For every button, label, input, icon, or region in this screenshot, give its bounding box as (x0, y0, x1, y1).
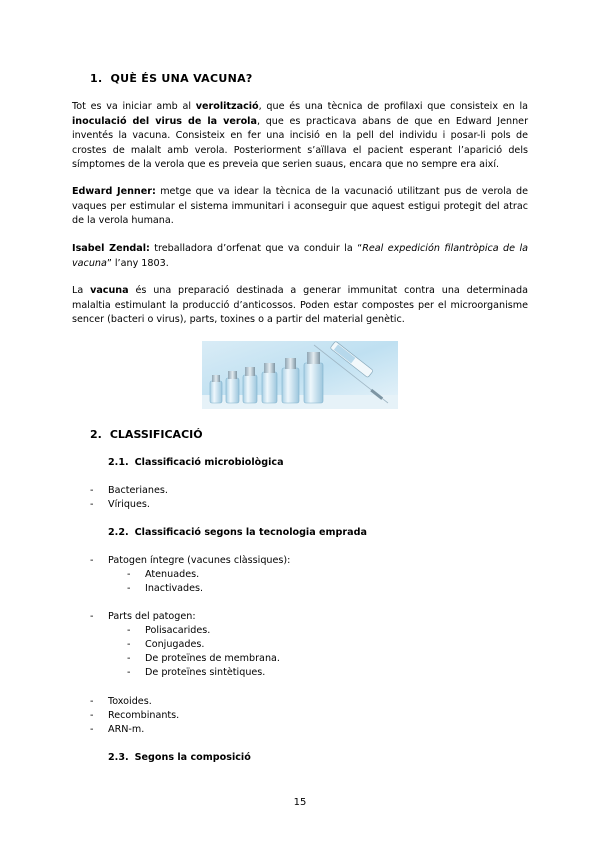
paragraph-verolitzacio (72, 100, 528, 173)
vial-3 (243, 367, 257, 403)
para3-text-1: treballadora d’orfenat que va conduir la “ (149, 243, 363, 254)
para4-text-1: La (72, 285, 91, 296)
list-item-text: Patogen íntegre (vacunes clàssiques): (108, 555, 291, 566)
list-item-text: ARN-m. (108, 724, 145, 735)
section-2-title: CLASSIFICACIÓ (109, 428, 203, 441)
section-1-title: QUÈ ÉS UNA VACUNA? (110, 72, 253, 85)
page-number: 15 (293, 797, 307, 808)
sub-list-item (127, 667, 266, 679)
paragraph-vacuna-definition (72, 284, 528, 328)
list-dash: - (90, 611, 94, 622)
section-2-heading (90, 428, 203, 441)
list-item-text: Parts del patogen: (108, 611, 196, 622)
list-item-text: Bacterianes. (108, 485, 168, 496)
list-item (90, 724, 145, 736)
list-item-text: Inactivades. (145, 583, 204, 594)
subsection-2-2-heading (108, 527, 367, 538)
para3-italic-1: Real expedición filantròpica de la vacuna (72, 243, 528, 269)
list-dash: - (127, 583, 131, 594)
section-1-heading (90, 72, 253, 85)
list-item-text: De proteïnes de membrana. (145, 653, 280, 664)
list-dash: - (90, 696, 94, 707)
list-item (90, 611, 196, 623)
list-item (90, 696, 152, 708)
sub-list-item (127, 639, 205, 651)
subsection-2-1-number: 2.1. (108, 457, 129, 468)
list-item (90, 555, 291, 567)
subsection-2-3-number: 2.3. (108, 752, 129, 763)
vaccine-vials-illustration (202, 341, 398, 409)
subsection-2-1-title: Classificació microbiològica (134, 457, 284, 468)
list-item-text: Atenuades. (145, 569, 200, 580)
subsection-2-2-title: Classificació segons la tecnologia emprada (134, 527, 367, 538)
para4-bold-1: vacuna (90, 285, 129, 296)
list-dash: - (90, 499, 94, 510)
list-dash: - (127, 569, 131, 580)
list-item (90, 485, 168, 497)
list-dash: - (90, 485, 94, 496)
para1-text-2: , que és una tècnica de profilaxi que consisteix en la (258, 101, 528, 112)
para3-bold-1: Isabel Zendal: (72, 243, 150, 254)
sub-list-item (127, 569, 200, 581)
list-dash: - (90, 724, 94, 735)
para3-text-2: ” l’any 1803. (106, 257, 169, 269)
paragraph-edward-jenner (72, 185, 528, 229)
paragraph-isabel-zendal (72, 242, 528, 271)
list-dash: - (127, 625, 131, 636)
list-dash: - (127, 653, 131, 664)
para2-bold-1: Edward Jenner: (72, 186, 156, 197)
para1-text-1: Tot es va iniciar amb al (72, 101, 196, 112)
list-item-text: Conjugades. (145, 639, 205, 650)
list-item (90, 710, 180, 722)
list-item-text: Toxoides. (108, 696, 152, 707)
section-2-number: 2. (90, 428, 102, 441)
list-dash: - (90, 555, 94, 566)
sub-list-item (127, 625, 211, 637)
vial-4 (262, 363, 277, 403)
sub-list-item (127, 583, 204, 595)
para2-text-1: metge que va idear la tècnica de la vacunació utilitzant pus de verola de vaques per estimular el sistema immunitari i aconseguir que aquest estigui protegit del atrac de la verola humana. (72, 186, 528, 226)
list-item-text: Recombinants. (108, 710, 180, 721)
list-item-text: Polisacarides. (145, 625, 211, 636)
list-dash: - (127, 639, 131, 650)
para1-text-3: , que es practicava abans de que en Edward Jenner inventés la vacuna. Consisteix en fer una incisió en la pell del individu i posar-li pols de crostes de malalt amb verola. Posteriorment s’aïllava el pacient esperant l’aparició dels símptomes de la verola que es preveia que serien suaus, encara que no sempre era així. (72, 115, 529, 170)
para1-bold-2: inoculació del virus de la verola (72, 115, 257, 127)
subsection-2-2-number: 2.2. (108, 527, 129, 538)
subsection-2-3-heading (108, 752, 251, 763)
list-dash: - (90, 710, 94, 721)
sub-list-item (127, 653, 280, 665)
subsection-2-3-title: Segons la composició (134, 752, 251, 763)
section-1-number: 1. (90, 72, 103, 85)
vaccine-vials-image (202, 341, 398, 409)
list-item (90, 499, 150, 511)
list-item-text: Víriques. (108, 499, 150, 510)
list-item-text: De proteïnes sintètiques. (145, 667, 266, 678)
para4-text-2: és una preparació destinada a generar immunitat contra una determinada malaltia estimulant la producció d’anticossos. Poden estar compostes per el microorganisme sencer (bacteri o virus), parts, toxines o a partir del material genètic. (72, 285, 528, 325)
list-dash: - (127, 667, 131, 678)
para1-bold-1: verolització (195, 101, 259, 112)
subsection-2-1-heading (108, 457, 284, 468)
